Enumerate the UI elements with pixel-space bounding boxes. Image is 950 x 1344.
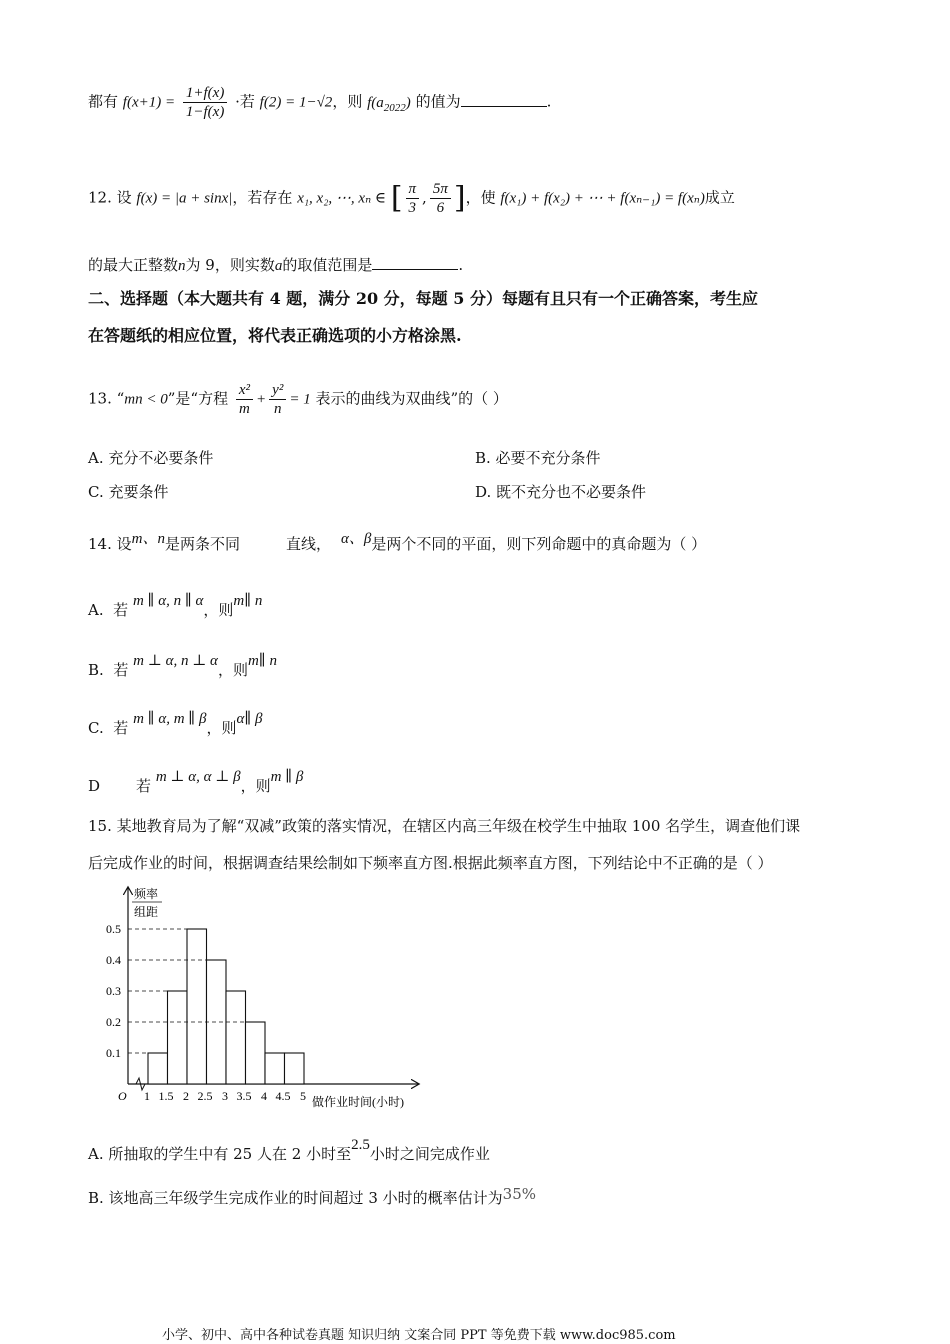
q13-option-a[interactable]: A. 充分不必要条件 bbox=[88, 449, 214, 467]
q11-fraction: $\frac{1+f(x)}{1-f(x)}$ bbox=[183, 84, 227, 121]
q11-target: $f(a_{2022})$ bbox=[367, 94, 411, 114]
answer-blank-11[interactable] bbox=[461, 92, 547, 107]
x-tick-label: 4.5 bbox=[275, 1089, 291, 1103]
x-tick-label: 2 bbox=[183, 1089, 189, 1103]
origin-label: O bbox=[118, 1089, 127, 1103]
y-label-top: 频率 bbox=[134, 887, 159, 901]
histogram-bar bbox=[207, 960, 227, 1084]
y-tick-label: 0.5 bbox=[106, 922, 121, 936]
y-tick-label: 0.3 bbox=[106, 984, 121, 998]
frequency-histogram bbox=[100, 880, 430, 1112]
answer-blank-12[interactable] bbox=[372, 255, 458, 270]
q14-stem: 14. 设m、n是两条不同 直线， α、β是两个不同的平面，则下列命题中的真命题为（ ） bbox=[88, 531, 707, 553]
histogram-bar bbox=[148, 1053, 168, 1084]
q14-option-c[interactable]: C. 若 m ∥ α, m ∥ β，则α∥ β bbox=[88, 711, 263, 737]
q13-option-c[interactable]: C. 充要条件 bbox=[88, 483, 169, 501]
q12-line2: 的最大正整数n为 9，则实数a的取值范围是 . bbox=[88, 256, 464, 274]
q14-option-b[interactable]: B. 若 m ⊥ α, n ⊥ α，则m∥ n bbox=[88, 653, 277, 679]
y-tick-label: 0.2 bbox=[106, 1015, 121, 1029]
q13-option-b[interactable]: B. 必要不充分条件 bbox=[475, 449, 601, 467]
x-tick-label: 4 bbox=[261, 1089, 267, 1103]
x-axis-label: 做作业时间(小时) bbox=[312, 1095, 404, 1109]
x-tick-label: 2.5 bbox=[197, 1089, 213, 1103]
histogram-bar bbox=[168, 991, 188, 1084]
histogram-bar bbox=[265, 1053, 285, 1084]
x-tick-label: 3.5 bbox=[236, 1089, 252, 1103]
section2-heading-line2: 在答题纸的相应位置，将代表正确选项的小方格涂黑. bbox=[88, 326, 462, 345]
y-tick-label: 0.1 bbox=[106, 1046, 121, 1060]
q12-f-def: f(x) = |a + sinx| bbox=[136, 190, 233, 207]
x-tick-label: 3 bbox=[222, 1089, 228, 1103]
section2-heading-line1: 二、选择题（本大题共有 4 题，满分 20 分，每题 5 分）每题有且只有一个正确答案，考生应 bbox=[88, 289, 758, 308]
q12-line1: 12. 设 f(x) = |a + sinx|，若存在 x₁, x₂, ⋯, xₙ ∈ [ $\frac{\pi}{3}$ , $\frac{5\pi}{6}$ ]，使 f(x₁) + f(x₂) + ⋯ + f(xₙ₋₁) = f(xₙ)成立 bbox=[88, 180, 735, 216]
page-footer: 小学、初中、高中各种试卷真题 知识归纳 文案合同 PPT 等免费下载 www.doc985.com bbox=[162, 1328, 676, 1343]
q11-line: 都有 f(x+1) = $\frac{1+f(x)}{1-f(x)}$ ·若 f(2) = 1−√2，则 $f(a_{2022})$ 的值为 . bbox=[88, 85, 552, 120]
histogram-bar bbox=[226, 991, 246, 1084]
histogram-bar bbox=[246, 1022, 266, 1084]
histogram-bar bbox=[285, 1053, 305, 1084]
q15-stem-line2: 后完成作业的时间，根据调查结果绘制如下频率直方图.根据此频率直方图，下列结论中不正确的是（ ） bbox=[88, 854, 773, 872]
x-tick-label: 5 bbox=[300, 1089, 306, 1103]
x-tick-label: 1.5 bbox=[158, 1089, 174, 1103]
q12-vars: x₁, x₂, ⋯, xₙ ∈ bbox=[297, 190, 387, 207]
q14-option-a[interactable]: A. 若 m ∥ α, n ∥ α，则m∥ n bbox=[88, 593, 263, 619]
y-label-bottom: 组距 bbox=[134, 905, 159, 919]
histogram-bar bbox=[187, 929, 207, 1084]
q13-option-d[interactable]: D. 既不充分也不必要条件 bbox=[475, 483, 647, 501]
q15-option-a[interactable]: A. 所抽取的学生中有 25 人在 2 小时至2.5小时之间完成作业 bbox=[88, 1137, 490, 1163]
q13-stem: 13. “mn < 0”是“方程 $\frac{\text{x²}}{m}$ + $\frac{\text{y²}}{n}$ = 1 表示的曲线为双曲线”的（ ） bbox=[88, 382, 508, 417]
q11-f-expr: f(x+1) = bbox=[122, 94, 176, 111]
q11-condition: f(2) = 1−√2 bbox=[259, 94, 333, 111]
q15-stem-line1: 15. 某地教育局为了解“双减”政策的落实情况，在辖区内高三年级在校学生中抽取 100 名学生，调查他们课 bbox=[88, 817, 801, 835]
x-tick-label: 1 bbox=[144, 1089, 150, 1103]
q15-option-b[interactable]: B. 该地高三年级学生完成作业的时间超过 3 小时的概率估计为35% bbox=[88, 1185, 536, 1207]
y-tick-label: 0.4 bbox=[106, 953, 121, 967]
q14-option-d[interactable]: D 若 m ⊥ α, α ⊥ β，则m ∥ β bbox=[88, 769, 304, 795]
q12-equation: f(x₁) + f(x₂) + ⋯ + f(xₙ₋₁) = f(xₙ) bbox=[500, 190, 705, 207]
